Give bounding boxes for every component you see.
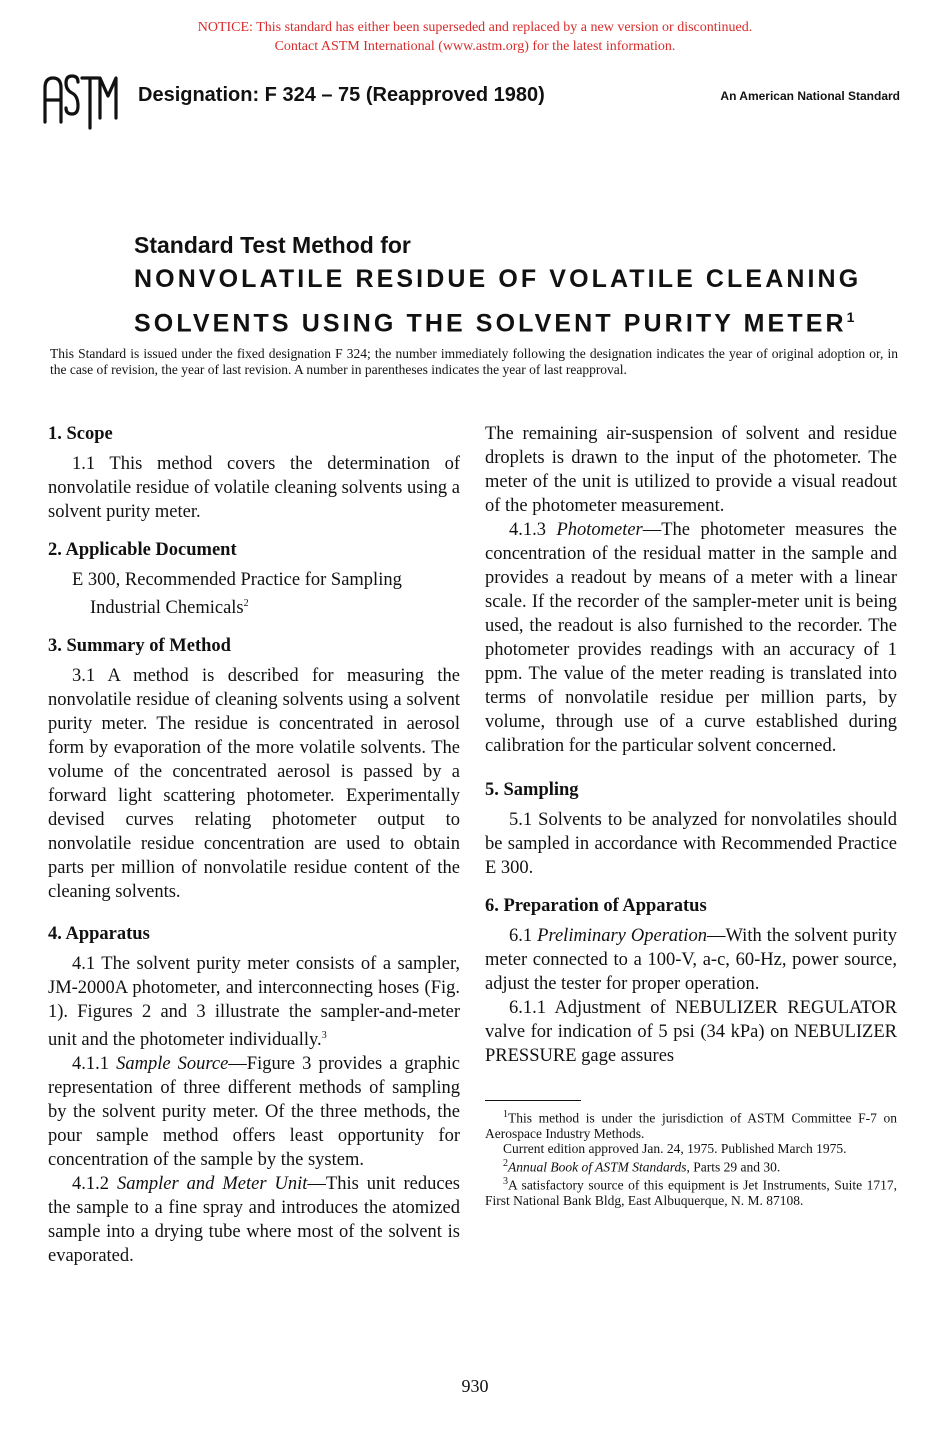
reference-e300: E 300, Recommended Practice for Sampling Industrial Chemicals$^2$ — [72, 570, 402, 619]
left-column — [48, 422, 460, 1268]
footnote-3: $^3$A satisfactory source of this equipment is Jet Instruments, Suite 1717, First National Bank Bldg, East Albuquerque, N. M. 87108. — [485, 1176, 897, 1208]
title-line-1: Standard Test Method for — [134, 232, 411, 258]
notice-line-2: Contact ASTM International (www.astm.org) for the latest information. — [274, 39, 676, 54]
title-line-3: SOLVENTS USING THE SOLVENT PURITY METER$^1$ — [134, 309, 855, 338]
designation: Designation: F 324 – 75 (Reapproved 1980) — [138, 84, 545, 106]
section-heading-summary: 3. Summary of Method — [48, 636, 231, 657]
footnote-rule — [485, 1100, 581, 1101]
title-line-2: NONVOLATILE RESIDUE OF VOLATILE CLEANING — [134, 265, 862, 293]
paragraph-4-1-2: 4.1.2 Sampler and Meter Unit—This unit reduces the sample to a fine spray and introduces the atomized sample into a drying tube where most of the solvent is evaporated. — [48, 1174, 461, 1267]
paragraph-1-1: 1.1 This method covers the determination of nonvolatile residue of volatile cleaning solvents using a solvent purity meter. — [48, 454, 460, 522]
paragraph-4-1-3: 4.1.3 Photometer—The photometer measures the concentration of the residual matter in the sample and provides a readout by means of a meter with a linear scale. If the recorder of the sampler-meter unit is being used, the readout is also furnished to the recorder. The photometer provides readings with an accuracy of 1 ppm. The value of the meter reading is translated into terms of nonvolatile residue per million parts, by volume, through use of a curve established during calibration for the particular solvent concerned. — [485, 520, 897, 756]
paragraph-4-1-2-continued: The remaining air-suspension of solvent and residue droplets is drawn to the input of the photometer. The meter of the unit is utilized to provide a visual readout of the photometer measurement. — [485, 424, 897, 516]
footnote-1: $^1$This method is under the jurisdiction of ASTM Committee F-7 on Aerospace Industry Methods. — [485, 1109, 897, 1141]
page-number: 930 — [461, 1376, 489, 1396]
paragraph-5-1: 5.1 Solvents to be analyzed for nonvolatiles should be sampled in accordance with Recommended Practice E 300. — [485, 810, 897, 878]
footnote-1-edition: Current edition approved Jan. 24, 1975. Published March 1975. — [503, 1140, 847, 1156]
section-heading-sampling: 5. Sampling — [485, 780, 579, 800]
supersession-notice — [0, 18, 950, 56]
title-block — [134, 230, 904, 342]
astm-logo — [40, 66, 122, 130]
section-heading-applicable: 2. Applicable Document — [48, 540, 237, 560]
section-heading-apparatus: 4. Apparatus — [48, 924, 150, 945]
issued-note: This Standard is issued under the fixed designation F 324; the number immediately following the designation indicates the year of original adoption or, in the case of revision, the year of last revision. A number in parentheses indicates the year of last reapproval. — [50, 346, 898, 377]
section-heading-preparation: 6. Preparation of Apparatus — [485, 896, 707, 916]
section-heading-scope: 1. Scope — [48, 424, 113, 444]
national-standard-label: An American National Standard — [720, 89, 900, 103]
paragraph-6-1-1: 6.1.1 Adjustment of NEBULIZER REGULATOR valve for indication of 5 psi (34 kPa) on NEBULIZER PRESSURE gage assures — [485, 998, 897, 1066]
paragraph-4-1-1: 4.1.1 Sample Source—Figure 3 provides a graphic representation of three different methods of sampling by the solvent purity meter. Of the three methods, the pour sample method offers least opportunity for concentration of the sample by the system. — [48, 1054, 461, 1171]
footnote-2: $^2$Annual Book of ASTM Standards, Parts 29 and 30. — [503, 1157, 781, 1174]
paragraph-3-1: 3.1 A method is described for measuring the nonvolatile residue of cleaning solvents using a solvent purity meter. The residue is concentrated in aerosol form by evaporation of the more volatile solvents. The volume of the concentrated aerosol is passed by a forward light scattering photometer. Experimentally devised curves relating photometer output to nonvolatile residue concentration are used to obtain parts per million of nonvolatile residue content of the cleaning solvents. — [48, 666, 460, 903]
notice-line-1: NOTICE: This standard has either been superseded and replaced by a new version or discontinued. — [197, 20, 753, 35]
title-footnote-ref: 1 — [846, 309, 855, 325]
paragraph-6-1: 6.1 Preliminary Operation—With the solvent purity meter connected to a 100-V, a-c, 60-Hz, power source, adjust the tester for proper operation. — [485, 926, 898, 994]
paragraph-4-1: 4.1 The solvent purity meter consists of a sampler, JM-2000A photometer, and interconnecting hoses (Fig. 1). Figures 2 and 3 illustrate the sampler-and-meter unit and the photometer individually.$^3$ — [48, 954, 460, 1051]
right-column — [485, 422, 897, 1208]
